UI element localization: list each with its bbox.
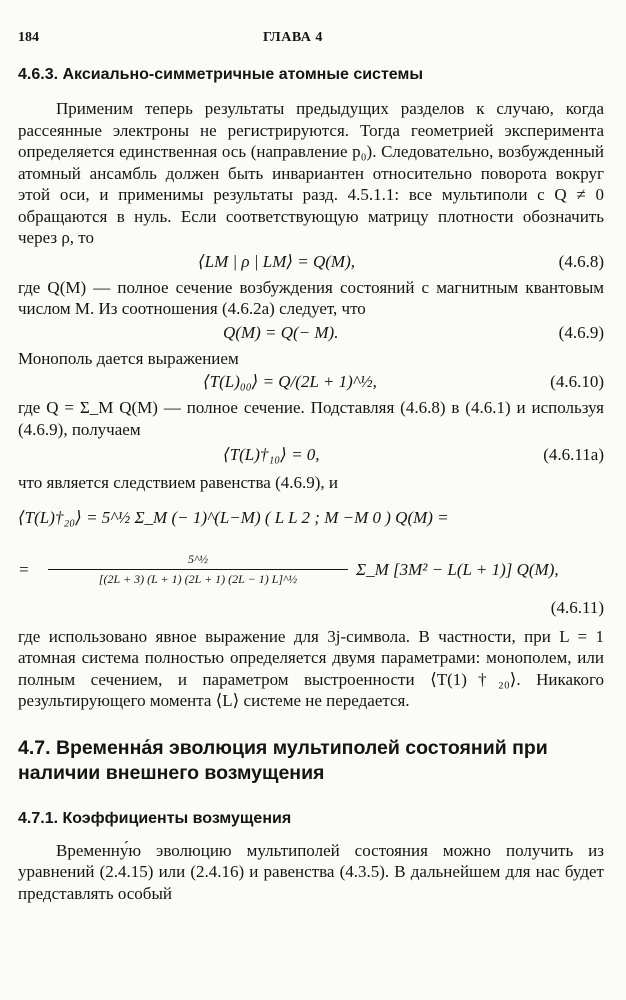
page-number: 184 (18, 30, 39, 45)
fraction-numerator: 5^½ (48, 552, 348, 570)
equation-body: Q(M) = Q(− M). (223, 322, 339, 342)
equation-4-6-11-line1 (18, 494, 604, 552)
equation-body: ⟨T(L)₀₀⟩ = Q/(2L + 1)^½, (203, 372, 377, 391)
running-head: ГЛАВА 4 (263, 30, 323, 45)
equation-number: (4.6.11) (550, 597, 604, 617)
equation-4-6-11-line2 (18, 552, 604, 626)
equation-number: (4.6.11а) (543, 445, 604, 464)
equation-4-6-10 (18, 369, 604, 397)
paragraph: где Q = Σ_M Q(M) — полное сечение. Подставляя (4.6.8) в (4.6.1) и используя (4.6.9), получаем (18, 398, 604, 439)
page-body (18, 64, 604, 904)
section-title-4-6-3: 4.6.3. Аксиально-симметричные атомные системы (18, 66, 423, 83)
equation-number: (4.6.10) (550, 372, 604, 391)
equation-fraction (48, 552, 348, 587)
paragraph: что является следствием равенства (4.6.9), и (18, 473, 338, 492)
paragraph: где использовано явное выражение для 3j-символа. В частности, при L = 1 атомная система полностью определяется двумя параметрами: монополем, или полным сечением, и параметром выстроенности ⟨T(1)†₂₀⟩. Никакого результирующего момента ⟨L⟩ системе не передается. (18, 626, 604, 710)
equation-number: (4.6.8) (558, 251, 604, 271)
section-title-4-7-1: 4.7.1. Коэффициенты возмущения (18, 809, 292, 827)
section-title-4-7: 4.7. Временна́я эволюция мультиполей состояний при наличии внешнего возмущения (18, 736, 548, 784)
paragraph: Временну́ю эволюцию мультиполей состояния можно получить из уравнений (2.4.15) или (2.4.16) и равенства (4.3.5). В дальнейшем для нас будет представлять особый (18, 840, 604, 903)
fraction-denominator: [(2L + 3) (L + 1) (2L + 1) (2L − 1) L]^½ (98, 571, 298, 586)
equation-body: ⟨T(L)†₂₀⟩ = 5^½ Σ_M (− 1)^(L−M) ( L L 2 ; M −M 0 ) Q(M) = (18, 507, 449, 527)
paragraph: Применим теперь результаты предыдущих разделов к случаю, когда рассеянные электроны не регистрируются. Тогда геометрией эксперимента определяется единственная ось (направление p₀). Следовательно, возбужденный атомный ансамбль должен быть инвариантен относительно поворота вокруг этой оси, и применимы результаты разд. 4.5.1.1: все мультиполи с Q ≠ 0 обращаются в нуль. Если соответствующую матрицу плотности обозначить через ρ, то (18, 99, 604, 247)
equation-number: (4.6.9) (558, 322, 604, 342)
equation-equals: = (18, 559, 30, 579)
equation-body: ⟨T(L)†₁₀⟩ = 0, (223, 445, 320, 464)
equation-4-6-9 (18, 320, 604, 348)
paragraph: Монополь дается выражением (18, 348, 239, 368)
paragraph: где Q(M) — полное сечение возбуждения состояний с магнитным квантовым числом M. Из соотношения (4.6.2а) следует, что (18, 277, 604, 318)
equation-body: ⟨LM | ρ | LM⟩ = Q(M), (198, 251, 355, 271)
equation-4-6-8 (18, 249, 604, 277)
page-header (18, 30, 604, 50)
equation-body: Σ_M [3M² − L(L + 1)] Q(M), (356, 559, 559, 579)
equation-4-6-11a (18, 440, 604, 472)
